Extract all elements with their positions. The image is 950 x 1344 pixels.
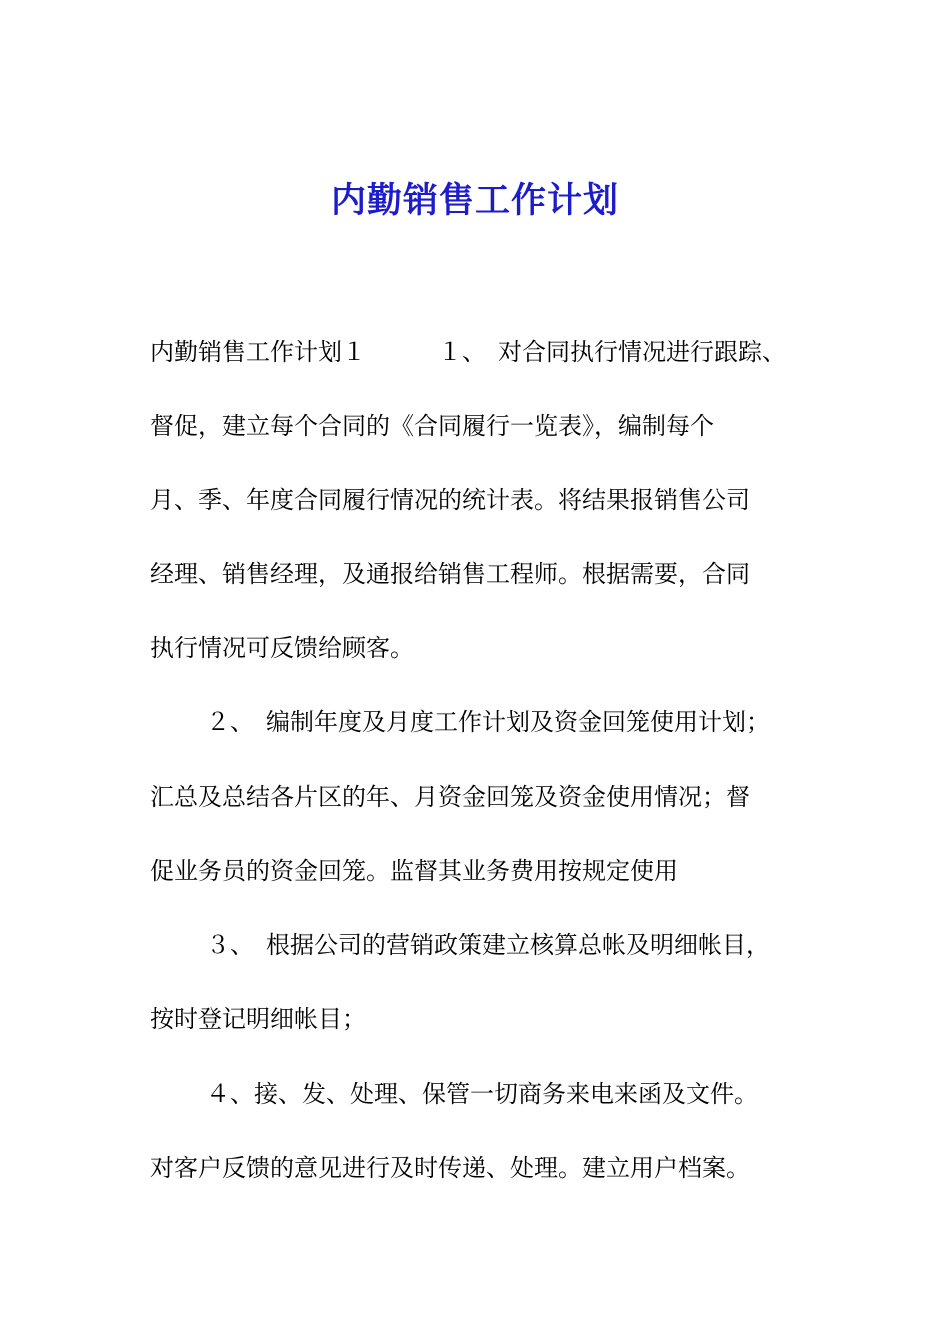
- paragraph-line: 经理、销售经理，及通报给销售工程师。根据需要，合同: [150, 560, 750, 588]
- paragraph-line: ３、 根据公司的营销政策建立核算总帐及明细帐目，: [206, 931, 770, 959]
- paragraph-line: 按时登记明细帐目；: [150, 1005, 366, 1033]
- paragraph-line: 执行情况可反馈给顾客。: [150, 634, 414, 662]
- paragraph-line: 督促，建立每个合同的《合同履行一览表》，编制每个: [150, 412, 714, 440]
- paragraph-line: 月、季、年度合同履行情况的统计表。将结果报销售公司: [150, 486, 750, 514]
- paragraph-line: 汇总及总结各片区的年、月资金回笼及资金使用情况；督: [150, 783, 750, 811]
- paragraph-line: ４、接、发、处理、保管一切商务来电来函及文件。: [206, 1080, 758, 1108]
- document-title: 内勤销售工作计划: [330, 181, 619, 221]
- paragraph-line: 内勤销售工作计划１ １、 对合同执行情况进行跟踪、: [150, 338, 786, 366]
- paragraph-line: ２、 编制年度及月度工作计划及资金回笼使用计划；: [206, 708, 770, 736]
- paragraph-line: 促业务员的资金回笼。监督其业务费用按规定使用: [150, 857, 678, 885]
- paragraph-line: 对客户反馈的意见进行及时传递、处理。建立用户档案。: [150, 1154, 750, 1182]
